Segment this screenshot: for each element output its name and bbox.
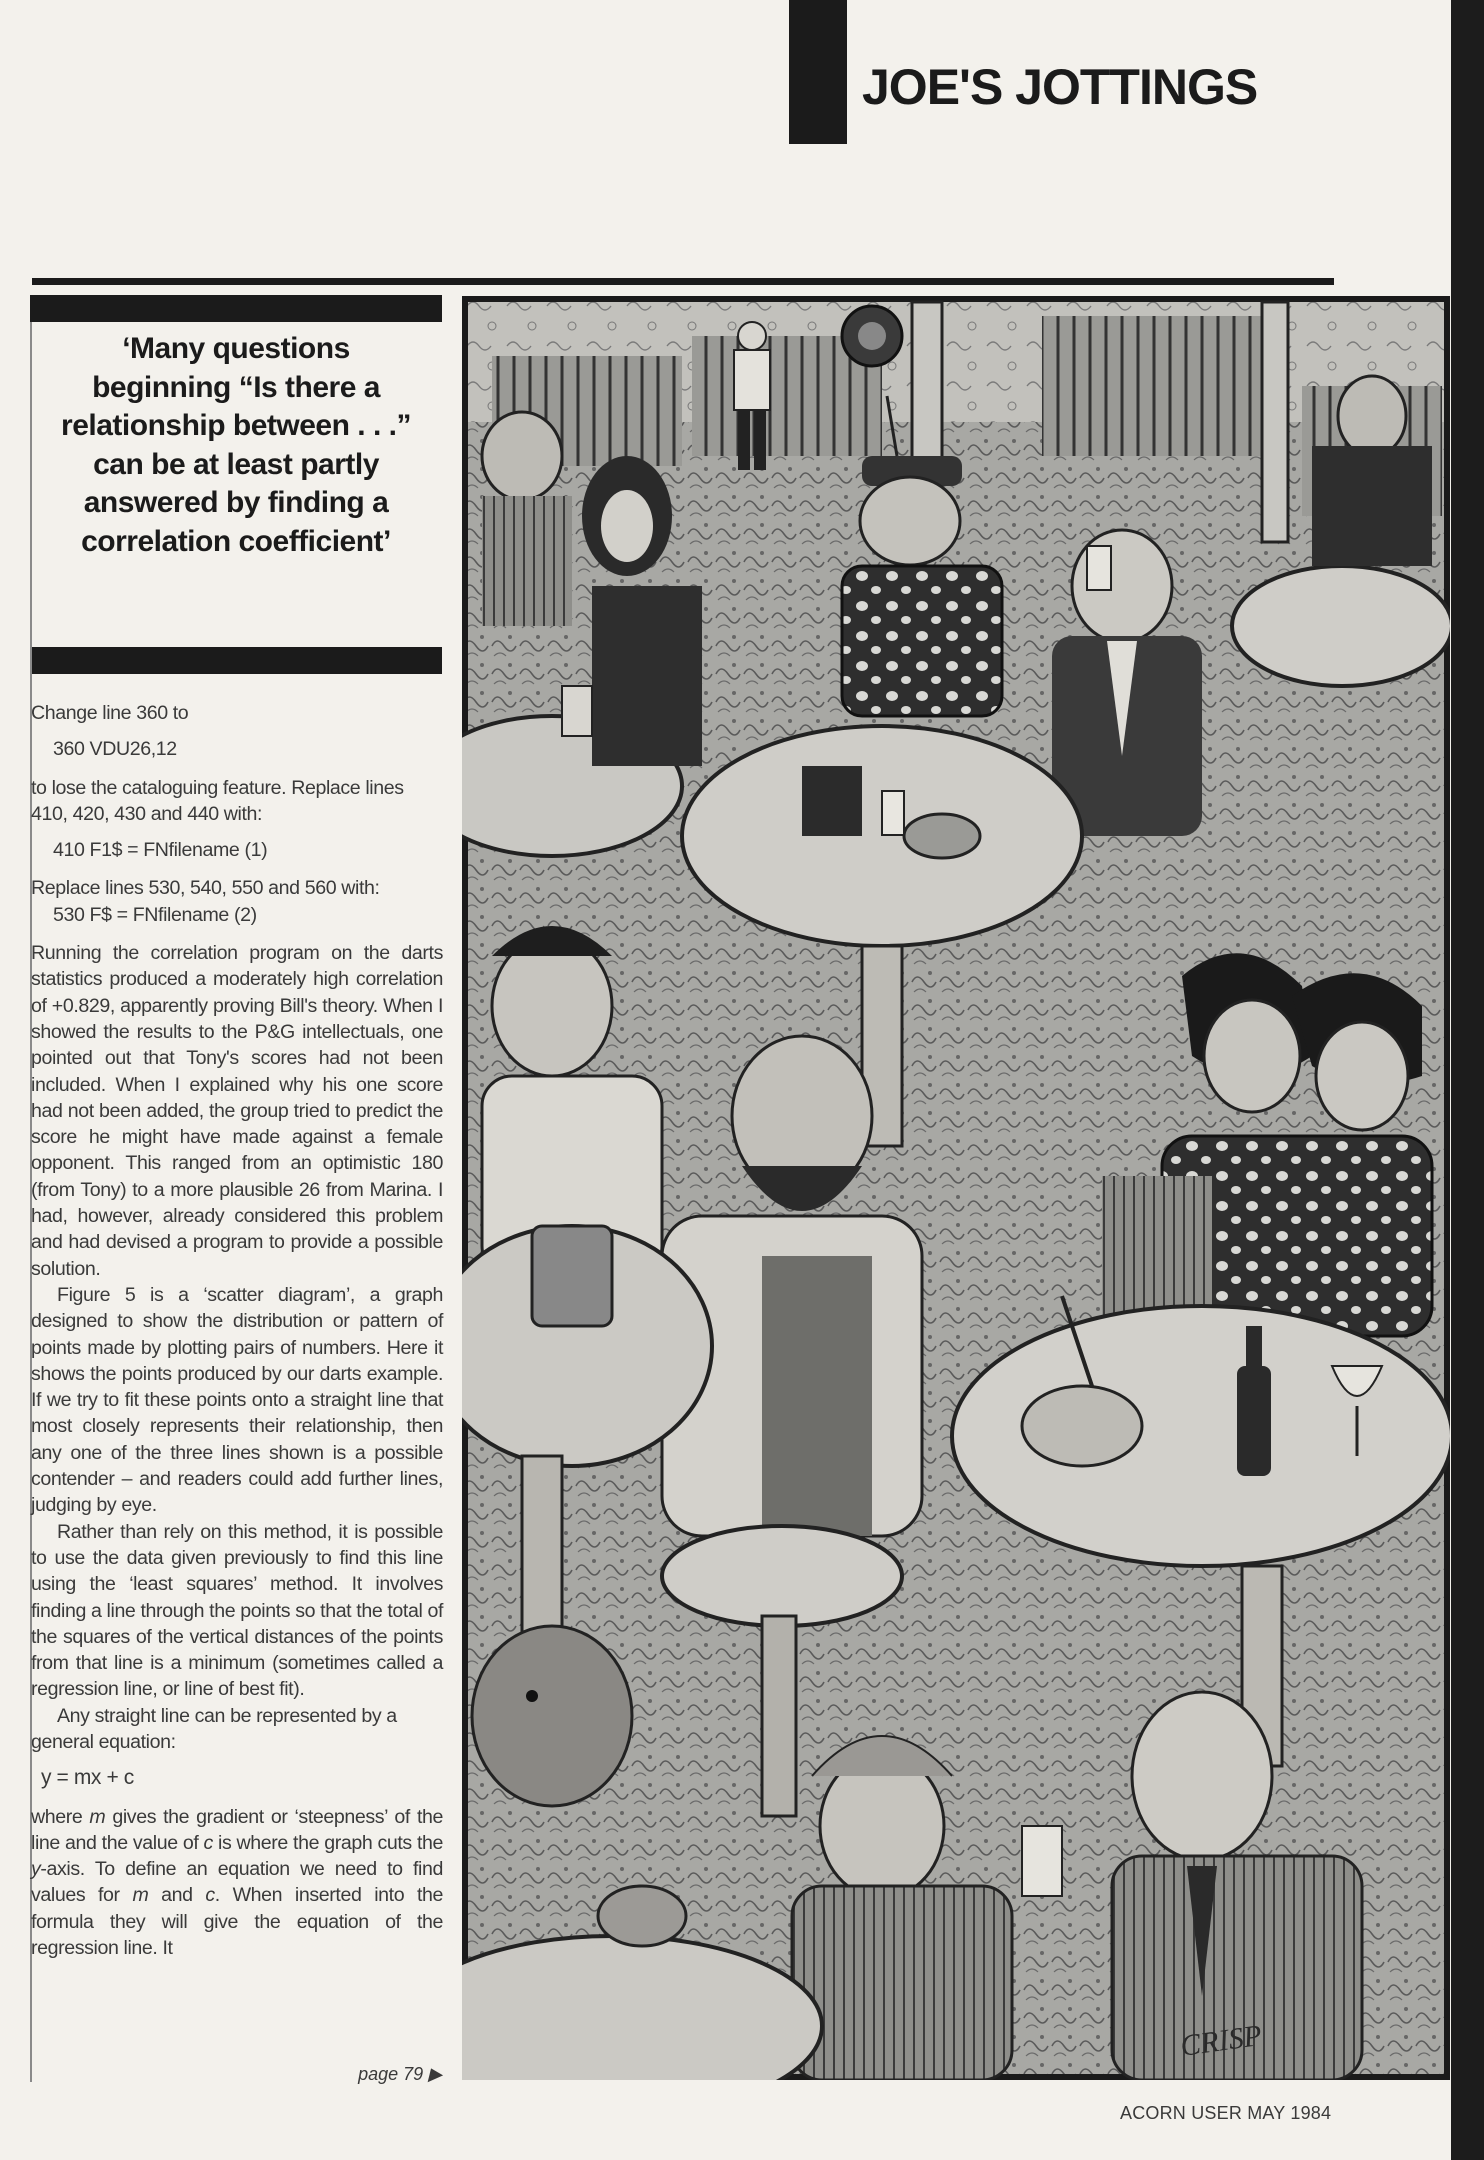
continued-page-ref: page 79 ▶ bbox=[358, 2064, 442, 2084]
code-line: 410 F1$ = FNfilename (1) bbox=[53, 839, 268, 862]
paragraph: Any straight line can be represented by a general equation: bbox=[31, 1704, 397, 1753]
header-bar bbox=[789, 0, 847, 144]
equation: y = mx + c bbox=[41, 1766, 134, 1790]
page-title: JOE'S JOTTINGS bbox=[862, 59, 1258, 115]
paragraph: Rather than rely on this method, it is possible to use the data given previously to find this line using the ‘least squares’ method. It involves finding a line through the points so that the total of the squares of the vertical distances of the points from that line is a minimum (sometimes called a regression line, or line of best fit). bbox=[31, 1520, 443, 1701]
footer-issue: ACORN USER MAY 1984 bbox=[1120, 2103, 1332, 2123]
paragraph: Replace lines 530, 540, 550 and 560 with: bbox=[31, 877, 380, 900]
paragraph: Change line 360 to bbox=[31, 702, 189, 724]
artist-signature: CRISP bbox=[1178, 2018, 1264, 2063]
code-line: 530 F$ = FNfilename (2) bbox=[53, 903, 257, 926]
paragraph: to lose the cataloguing feature. Replace lines 410, 420, 430 and 440 with: bbox=[31, 776, 404, 825]
paragraph: Running the correlation program on the darts statistics produced a moderately high correlation of +0.829, apparently proving Bill's theory. When I showed the results to the P&G intellectuals, one pointed out that Tony's scores had not been included. When I explained why his one score had not been added, the group tried to predict the score he might have made against a female opponent. This ranged from an optimistic 180 (from Tony) to a more plausible 26 from Marina. I had, however, already considered this problem and had devised a program to provide a possible solution. bbox=[31, 942, 443, 1280]
pullquote-bar-bottom bbox=[30, 647, 442, 674]
scan-edge bbox=[1451, 0, 1484, 2160]
pullquote-bar-top bbox=[30, 295, 442, 322]
pullquote: ‘Many questions beginning “Is there a relationship between . . .” can be at least partly answered by finding a correlation coefficient’ bbox=[61, 332, 411, 558]
paragraph: where m gives the gradient or ‘steepness’ of the line and the value of c is where the graph cuts the y-axis. To define an equation we need to find values for m and c. When inserted into the formula they will give the equation of the regression line. It bbox=[31, 1805, 443, 1960]
article-body bbox=[31, 700, 443, 1967]
paragraph: Figure 5 is a ‘scatter diagram’, a graph designed to show the distribution or pattern of points made by plotting pairs of numbers. Here it shows the points produced by our darts example. If we try to fit these points onto a straight line that most closely represents their relationship, then any one of the three lines shown is a possible contender – and readers could add further lines, judging by eye. bbox=[31, 1283, 443, 1517]
header-rule bbox=[32, 278, 1334, 285]
code-line: 360 VDU26,12 bbox=[53, 738, 177, 761]
pub-illustration bbox=[462, 296, 1450, 2080]
